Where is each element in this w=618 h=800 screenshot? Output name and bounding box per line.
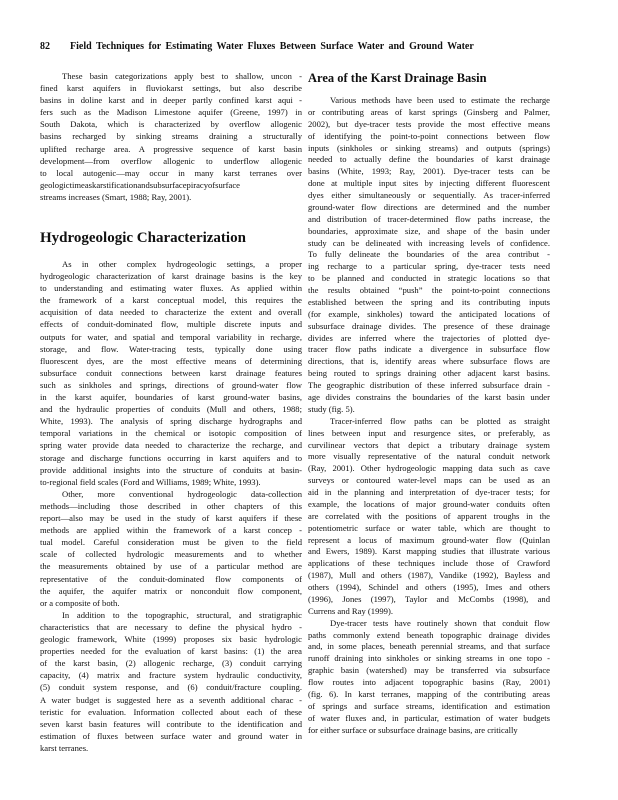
text-line: divides are inferred where the trajectories of plotted dye- (308, 332, 550, 343)
text-line: tual model. Careful consideration must be given to the field (40, 537, 302, 548)
text-line: basins recharged by sinking streams draining a structurally (40, 131, 302, 142)
page-number: 82 (40, 41, 50, 52)
text-line: being routed to springs draining other adjacent karst basins. (308, 368, 550, 379)
text-line: scale of collected hydrologic measurements and to whether (40, 549, 302, 560)
text-line: graphic basin (watershed) may be transferred via subsurface (308, 665, 550, 676)
section-heading-area-of-karst-drainage-basin: Area of the Karst Drainage Basin (308, 71, 487, 85)
text-line: subsurface conduit connections between karst drainage features (40, 367, 302, 378)
text-line: ing recharge to a particular spring, dye-tracer tests need (308, 261, 550, 272)
text-line: 2002), but dye-tracer tests provide the most effective means (308, 118, 550, 129)
running-title: Field Techniques for Estimating Water Fluxes Between Surface Water and Ground Water (70, 41, 474, 52)
text-line: (fig. 6). In karst terranes, mapping of the contributing areas (308, 688, 550, 699)
text-line: and distribution of tracer-determined flow paths increase, the (308, 213, 550, 224)
text-line: (1996), Jones (1997), Taylor and McCombs (1998), and (308, 593, 550, 604)
left-intro-paragraph (40, 70, 302, 203)
text-line: fined karst aquifers in fluviokarst settings, but also describe (40, 83, 302, 94)
text-line: age divides constrains the boundaries of the karst basin under (308, 391, 550, 402)
text-line: the aquifer, the aquifer matrix or nonconduit flow component, (40, 585, 302, 596)
text-line: runoff draining into sinkholes or sinking streams in one topo - (308, 653, 550, 664)
text-line: report—also may be used in the study of karst aquifers if these (40, 513, 302, 524)
text-line: flow routes into adjacent topographic basins (Ray, 2001) (308, 677, 550, 688)
text-line: seven karst basin features will contribute to the identification and (40, 718, 302, 729)
text-line: to local autogenic—may occur in many karst terranes over (40, 167, 302, 178)
text-line: temporal variations in the chemical or isotopic composition of (40, 428, 302, 439)
text-line: In addition to the topographic, structural, and stratigraphic (62, 609, 302, 620)
text-line: in the karst aquifer, boundaries of karst ground-water basins, (40, 392, 302, 403)
text-line: to-regional field scales (Ford and Williams, 1989; White, 1993). (40, 476, 261, 487)
text-line: representative of the conduit-dominated flow components of (40, 573, 302, 584)
text-line: the measurements obtained by use of a particular method are (40, 561, 302, 572)
text-line: lines between input and resurgence sites, or preferably, as (308, 427, 550, 438)
text-line: represent a locus of maximum ground-water flow (Quinlan (308, 534, 550, 545)
text-line: or a composite of both. (40, 597, 120, 608)
text-line: To fully delineate the boundaries of the area contribut - (308, 249, 550, 260)
text-line: Dye-tracer tests have routinely shown that conduit flow (330, 617, 550, 628)
text-line: Currens and Ray (1999). (308, 605, 393, 616)
text-line: example, the locations of major ground-water conduits often (308, 498, 550, 509)
text-line: or contributing areas of karst springs (Ginsberg and Palmer, (308, 106, 550, 117)
text-line: needed to actually define the boundaries of karst drainage (308, 154, 550, 165)
text-line: aid in the planning and interpretation of dye-tracer tests; for (308, 487, 550, 498)
text-line: of identifying the point-to-point connections between flow (308, 130, 550, 141)
text-line: of water fluxes and, in particular, estimation of water budgets (308, 712, 550, 723)
text-line: the results obtained “push” the point-to-point connections (308, 285, 550, 295)
text-line: are correlated with the positions of apparent troughs in the (308, 510, 550, 521)
text-line: more visually representative of the natural conduit network (308, 451, 550, 462)
text-line: acquisition of data needed to characterize the extent and overall (40, 307, 302, 318)
text-line: basins in doline karst and in deeper partly confined karst aqui - (40, 95, 302, 106)
text-line: ground-water flow directions are determined and the number (308, 201, 550, 212)
text-line: methods—including those described in other chapters of this (40, 500, 302, 511)
left-paragraph-1 (40, 258, 302, 488)
text-line: streams increases (Smart, 1988; Ray, 2001). (40, 191, 192, 202)
text-line: inputs (sinkholes or sinking streams) and outputs (springs) (308, 142, 550, 153)
text-line: karst terranes. (40, 742, 89, 753)
text-line: outputs for water, and spatial and temporal variability in recharge, (40, 331, 302, 342)
text-line: boundaries, approximate size, and shape of the basin under (308, 225, 550, 236)
text-line: subsurface drainage divides. The presence of these drainage (308, 320, 550, 331)
text-line: storage and discharge functions occurring in karst aquifers and to (40, 452, 302, 463)
text-line: As in other complex hydrogeologic settings, a proper (62, 259, 302, 269)
text-line: done at multiple input sites by injecting different fluorescent (308, 178, 550, 189)
text-line: The geographic distribution of these inferred subsurface drain - (308, 380, 550, 390)
text-line: Tracer-inferred flow paths can be plotted as straight (330, 415, 550, 426)
text-line: the framework of a karst conceptual model, this requires the (40, 295, 302, 306)
text-line: and the hydraulic properties of conduits (Mull and others, 1988; (40, 404, 302, 415)
text-line: provide additional insights into the structure of conduits at basin- (40, 464, 302, 475)
text-line: storage, and flow. Water-tracing tests, typically done using (40, 343, 302, 354)
text-line: others (1994), Schindel and others (1995), Imes and others (308, 582, 550, 593)
text-line: paths commonly extend beneath topographic drainage divides (308, 629, 550, 640)
text-line: applications of these techniques include those of Crawford (308, 558, 550, 569)
right-paragraph-1 (308, 95, 550, 416)
text-line: spring water provide data needed to characterize the recharge, and (40, 440, 302, 451)
text-line: White, 1993). The analysis of spring discharge hydrographs and (40, 416, 302, 427)
text-line: methods are applied within the framework of a karst concep - (40, 525, 302, 536)
section-heading-hydrogeologic-characterization: Hydrogeologic Characterization (40, 230, 246, 246)
text-line: teristic for evaluation. Information collected about each of these (40, 706, 302, 717)
text-line: of the karst basin, (2) allogenic recharge, (3) conduit carrying (40, 658, 302, 669)
text-line: These basin categorizations apply best to shallow, uncon - (62, 71, 302, 81)
right-paragraph-2 (308, 416, 550, 618)
text-line: basins (White, 1993; Ray, 2001). Dye-tracer tests can be (308, 166, 550, 177)
text-line: capacity, (4) matrix and fracture system hydraulic conductivity, (40, 670, 302, 681)
text-line: fluorescent dyes, are the most effective means of determining (40, 355, 302, 366)
right-paragraph-3 (308, 618, 550, 737)
text-line: hydrogeologic characterization of karst drainage basins is the key (40, 271, 302, 282)
text-line: to be planned and conducted in strategic locations so that (308, 273, 550, 284)
text-line: properties needed for the evaluation of karst basins: (1) the area (40, 646, 302, 657)
text-line: uplifted recharge area. A progressive sequence of karst basin (40, 143, 302, 154)
text-line: and Ewers, 1989). Karst mapping studies that illustrate various (308, 546, 550, 557)
text-line: to understanding and estimating water fluxes. As applied within (40, 283, 302, 294)
text-line: A water budget is suggested here as a seventh additional charac - (40, 694, 302, 705)
text-line: fers such as the Madison Limestone aquifer (Greene, 1997) in (40, 107, 302, 118)
text-line: Other, more conventional hydrogeologic data-collection (62, 488, 302, 499)
text-line: study (fig. 5). (308, 403, 355, 414)
left-paragraph-2 (40, 488, 302, 609)
text-line: surveys or contoured water-level maps can be used as an (308, 475, 550, 486)
text-line: potentiometric surface or water table, which are thought to (308, 522, 550, 533)
left-paragraph-3 (40, 609, 302, 754)
text-line: (1987), Mull and others (1987), Vandike (1992), Bayless and (308, 570, 550, 581)
text-line: curvilinear vectors that depict a tributary drainage system (308, 439, 550, 450)
text-line: geologic framework, White (1999) proposes six basic hydrologic (40, 634, 302, 645)
text-line: dyes either simultaneously or sequentially. As tracer-inferred (308, 190, 550, 200)
text-line: estimation of fluxes between surface water and ground water in (40, 730, 302, 741)
text-line: directions, that is, identify areas where subsurface flows are (308, 356, 550, 367)
text-line: and, in some places, beneath perennial streams, and that surface (308, 641, 550, 652)
text-line: geologictimeaskarstificationandsubsurfacepiracyofsurface (40, 179, 240, 190)
text-line: (5) conduit system response, and (6) conduit/fracture coupling. (40, 682, 302, 693)
text-line: study can be delineated with increasing levels of confidence. (308, 237, 550, 248)
text-line: for either surface or subsurface drainage basins, are critically (308, 724, 518, 735)
text-line: effects of conduit-dominated flow, multiple discrete inputs and (40, 319, 302, 330)
text-line: such as sinkholes and springs, directions of ground-water flow (40, 379, 302, 390)
text-line: established between the spring and its contributing inputs (308, 296, 550, 307)
text-line: development—from overflow allogenic to underflow allogenic (40, 155, 302, 166)
text-line: tracer flow paths indicate a divergence in subsurface flow (308, 344, 550, 355)
text-line: of springs and surface streams, identification and estimation (308, 700, 550, 711)
text-line: Various methods have been used to estimate the recharge (330, 95, 550, 105)
text-line: characteristics that are necessary to define the physical hydro - (40, 621, 302, 632)
text-line: South Dakota, which is characterized by overflow allogenic (40, 119, 302, 130)
text-line: (for example, sinkholes) toward the anticipated locations of (308, 308, 550, 319)
text-line: (Ray, 2001). Other hydrogeologic mapping data such as cave (308, 463, 550, 474)
